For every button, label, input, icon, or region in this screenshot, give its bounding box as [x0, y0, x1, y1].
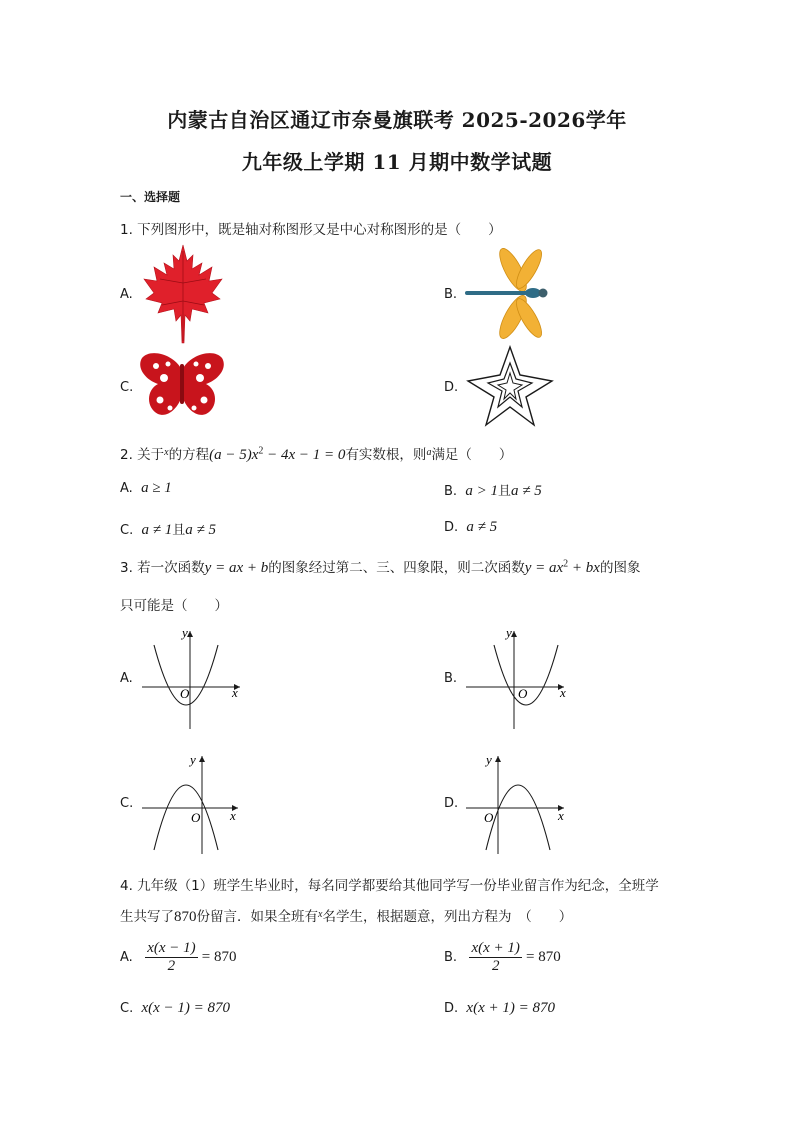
question-3-stem-line2: 只可能是（ ） [120, 598, 228, 614]
q4-option-d: D. x(x + 1) = 870 [444, 1000, 555, 1016]
maple-leaf-image [140, 243, 225, 345]
exam-title-line1: 内蒙古自治区通辽市奈曼旗联考 2025-2026学年 [167, 108, 627, 132]
star-papercut-image [462, 345, 558, 427]
graph-b-origin-label: O [518, 686, 528, 701]
q4-option-c: C. x(x − 1) = 870 [120, 1000, 231, 1016]
question-4-stem-line2: 生共写了870份留言．如果全班有$^x$名学生，根据题意，列出方程为 （ ） [120, 909, 573, 925]
q3-graph-a [140, 625, 250, 731]
q3-option-c-label: C. [120, 796, 134, 811]
graph-c-y-label: y [190, 752, 196, 767]
question-4-stem-line1: 4. 九年级（1）班学生毕业时，每名同学都要给其他同学写一份毕业留言作为纪念，全班学 [120, 878, 659, 894]
q4-option-a: A. $\frac{x(x - 1)}{2}$ = 870 [120, 940, 237, 974]
q2-option-b: B. a > 1且a ≠ 5 [444, 483, 542, 499]
dragonfly-image [463, 245, 553, 341]
q3-option-a-label: A. [120, 671, 133, 686]
question-2-stem: 2. 关于$^x$的方程$(a - 5)x^2 - 4x - 1 = 0$有实数根，则$^a$满足（ ） [120, 445, 513, 463]
q3-graph-c [140, 750, 250, 856]
fraction: $\frac{x(x + 1)}{2}$ [471, 940, 520, 974]
graph-d-origin-label: O [484, 810, 494, 825]
exam-title-line2: 九年级上学期 11 月期中数学试题 [241, 150, 553, 174]
graph-c-x-label: x [230, 808, 236, 823]
graph-b-x-label: x [560, 685, 566, 700]
q2-option-a: A. a ≥ 1 [120, 480, 172, 496]
graph-a-x-label: x [232, 685, 238, 700]
q1-option-a-label: A. [120, 287, 133, 302]
q4-option-b: B. $\frac{x(x + 1)}{2}$ = 870 [444, 940, 561, 974]
q2-option-d: D. a ≠ 5 [444, 519, 498, 535]
q1-option-b-label: B. [444, 287, 458, 302]
q1-option-c-label: C. [120, 380, 134, 395]
q2-option-c: C. a ≠ 1且a ≠ 5 [120, 522, 216, 538]
graph-d-y-label: y [486, 752, 492, 767]
graph-d-x-label: x [558, 808, 564, 823]
q3-graph-b [464, 625, 574, 731]
graph-a-origin-label: O [180, 686, 190, 701]
butterfly-papercut-image [138, 350, 226, 420]
q3-graph-d [464, 750, 574, 856]
q1-option-d-label: D. [444, 380, 459, 395]
question-3-stem-line1: 3. 若一次函数y = ax + b的图象经过第二、三、四象限，则二次函数$y = ax^2$ + bx的图象 [120, 558, 641, 576]
question-1-stem: 1. 下列图形中，既是轴对称图形又是中心对称图形的是（ ） [120, 222, 502, 238]
section-heading: 一、选择题 [120, 190, 181, 204]
fraction: $\frac{x(x - 1)}{2}$ [147, 940, 196, 974]
q3-option-d-label: D. [444, 796, 459, 811]
graph-c-origin-label: O [191, 810, 201, 825]
q3-option-b-label: B. [444, 671, 458, 686]
graph-a-y-label: y [182, 625, 188, 640]
graph-b-y-label: y [506, 625, 512, 640]
